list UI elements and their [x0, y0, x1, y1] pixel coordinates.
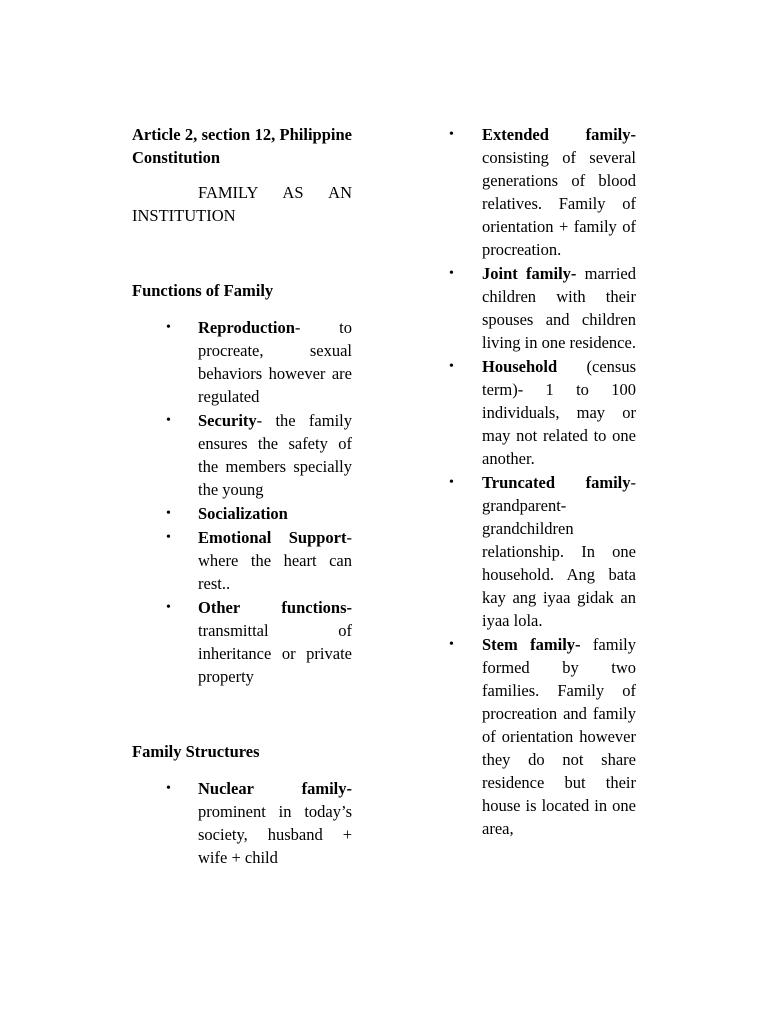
- list-item-term: Extended family-: [482, 125, 636, 144]
- list-item-text: - the family ensures the safety of the members specially the young: [198, 411, 352, 499]
- list-item-term: Household: [482, 357, 558, 376]
- list-item-text: (census term)- 1 to 100 individuals, may or may not related to one another.: [482, 357, 636, 468]
- list-item-term: Nuclear family-: [198, 779, 352, 798]
- list-item: [132, 502, 352, 525]
- left-column: [132, 123, 352, 870]
- bullet-icon: •: [166, 506, 171, 521]
- list-item-term: Socialization: [198, 504, 288, 523]
- bullet-icon: •: [166, 781, 171, 796]
- structures-list-right: [448, 123, 636, 840]
- structures-list-left: [132, 777, 352, 869]
- list-item-text: - where the heart can rest..: [198, 528, 352, 593]
- list-item: [132, 409, 352, 501]
- list-item-term: Stem family-: [482, 635, 581, 654]
- bullet-icon: •: [166, 320, 171, 335]
- list-item-text: - to procreate, sexual behaviors however are regulated: [198, 318, 352, 406]
- list-item: [448, 262, 636, 354]
- list-item-term: Reproduction: [198, 318, 295, 337]
- list-item: [132, 316, 352, 408]
- list-item-term: Security: [198, 411, 257, 430]
- list-item-term: Other functions-: [198, 598, 352, 617]
- list-item-term: Truncated family: [482, 473, 631, 492]
- list-item-text: transmittal of inheritance or private property: [198, 621, 352, 686]
- functions-heading: Functions of Family: [132, 281, 274, 300]
- bullet-icon: •: [449, 359, 454, 374]
- list-item-text: married children with their spouses and children living in one residence.: [482, 264, 636, 352]
- bullet-icon: •: [449, 637, 454, 652]
- bullet-icon: •: [166, 600, 171, 615]
- list-item: [132, 596, 352, 688]
- list-item-term: Joint family-: [482, 264, 577, 283]
- functions-list: [132, 316, 352, 688]
- bullet-icon: •: [449, 266, 454, 281]
- document-title: Article 2, section 12, Philippine Constitution: [132, 125, 352, 167]
- right-column: [448, 123, 636, 841]
- bullet-icon: •: [449, 475, 454, 490]
- list-item-term: Emotional Support: [198, 528, 347, 547]
- bullet-icon: •: [166, 530, 171, 545]
- list-item: [448, 471, 636, 632]
- list-item: [448, 355, 636, 470]
- list-item-text: consisting of several generations of blood relatives. Family of orientation + family of procreation.: [482, 148, 636, 259]
- list-item: [448, 123, 636, 261]
- bullet-icon: •: [166, 413, 171, 428]
- list-item: [448, 633, 636, 840]
- list-item-text: prominent in today’s society, husband + wife + child: [198, 802, 352, 867]
- document-subtitle: FAMILY AS AN INSTITUTION: [132, 183, 352, 225]
- bullet-icon: •: [449, 127, 454, 142]
- list-item-text: family formed by two families. Family of procreation and family of orientation however they do not share residence but their house is located in one area,: [482, 635, 636, 838]
- structures-heading: Family Structures: [132, 742, 260, 761]
- list-item: [132, 526, 352, 595]
- list-item: [132, 777, 352, 869]
- list-item-text: - grandparent-grandchildren relationship. In one household. Ang bata kay ang iyaa gidak an iyaa lola.: [482, 473, 636, 630]
